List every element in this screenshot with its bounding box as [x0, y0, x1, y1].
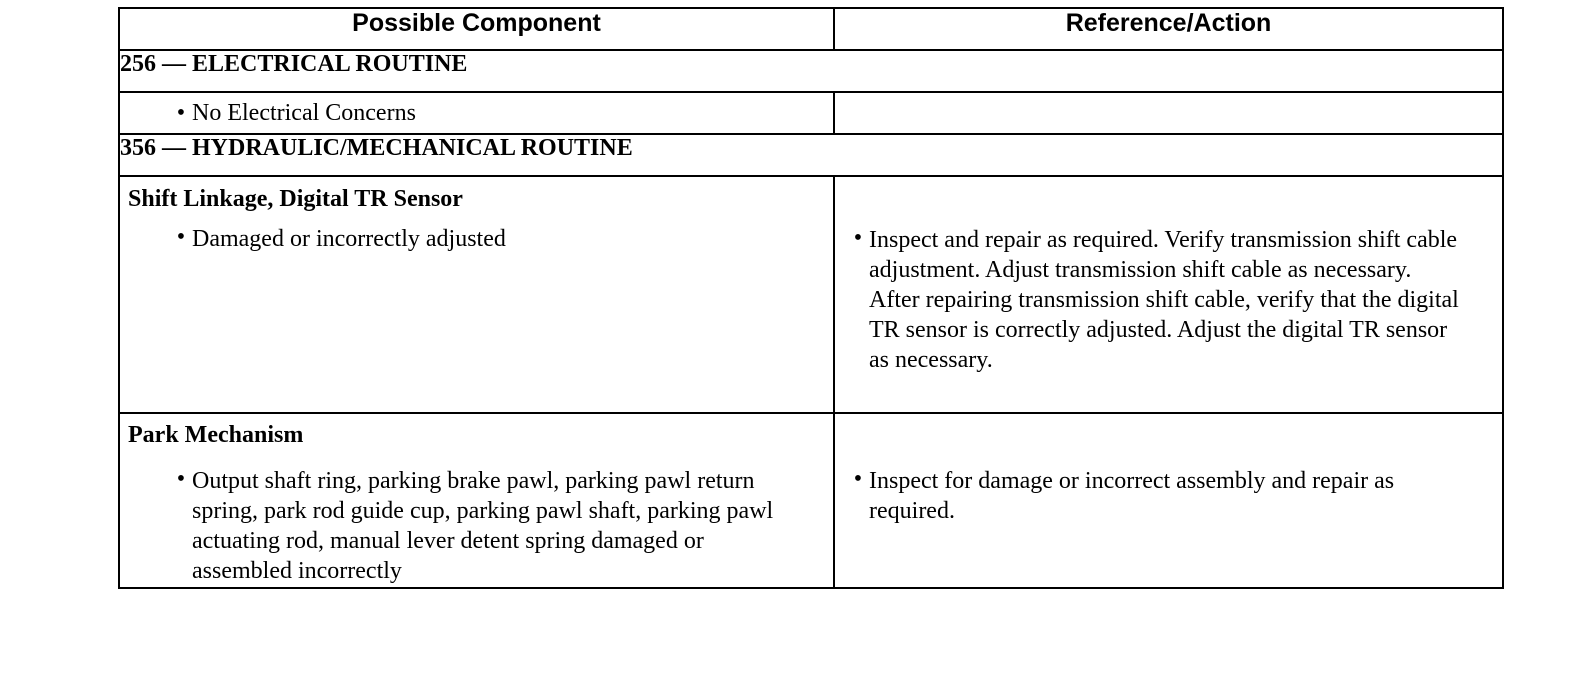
- diagnostic-table: [118, 7, 1504, 589]
- component-cell: [119, 413, 834, 588]
- bullet-icon: •: [176, 100, 186, 126]
- bullet-icon: •: [853, 466, 863, 492]
- section-title: 256 — ELECTRICAL ROUTINE: [119, 50, 1503, 92]
- section-title: 356 — HYDRAULIC/MECHANICAL ROUTINE: [119, 134, 1503, 176]
- component-cell: [119, 176, 834, 413]
- component-cell: [119, 92, 834, 134]
- bullet-icon: •: [176, 466, 186, 492]
- list-item: [170, 96, 827, 130]
- component-item: Output shaft ring, parking brake pawl, parking pawl return spring, park rod guide cup, parking pawl shaft, parking pawl actuating rod, manual lever detent spring damaged or assembled incorrectly: [192, 468, 774, 584]
- action-cell: [834, 92, 1503, 134]
- component-item: Damaged or incorrectly adjusted: [192, 226, 506, 252]
- action-cell: [834, 413, 1503, 588]
- table-row: [119, 413, 1503, 588]
- column-header-action: Reference/Action: [834, 8, 1503, 50]
- list-item: [170, 466, 793, 586]
- column-header-component: Possible Component: [119, 8, 834, 50]
- list-item: [170, 224, 827, 254]
- header-row: [119, 8, 1503, 50]
- component-title: Shift Linkage, Digital TR Sensor: [128, 186, 463, 212]
- table-row: [119, 176, 1503, 413]
- list-item: [847, 466, 1462, 526]
- component-title: Park Mechanism: [128, 422, 304, 448]
- bullet-icon: •: [176, 224, 186, 250]
- component-item: No Electrical Concerns: [192, 100, 416, 126]
- action-cell: [834, 176, 1503, 413]
- table-row: [119, 92, 1503, 134]
- section-row-electrical: [119, 50, 1503, 92]
- section-row-hydraulic: [119, 134, 1503, 176]
- bullet-icon: •: [853, 225, 863, 251]
- action-item: Inspect and repair as required. Verify transmission shift cable adjustment. Adjust transmission shift cable as necessary. After repairing transmission shift cable, verify that the digital TR sensor is correctly adjusted. Adjust the digital TR sensor as necessary.: [869, 227, 1459, 373]
- action-item: Inspect for damage or incorrect assembly and repair as required.: [869, 468, 1395, 524]
- list-item: [847, 225, 1462, 375]
